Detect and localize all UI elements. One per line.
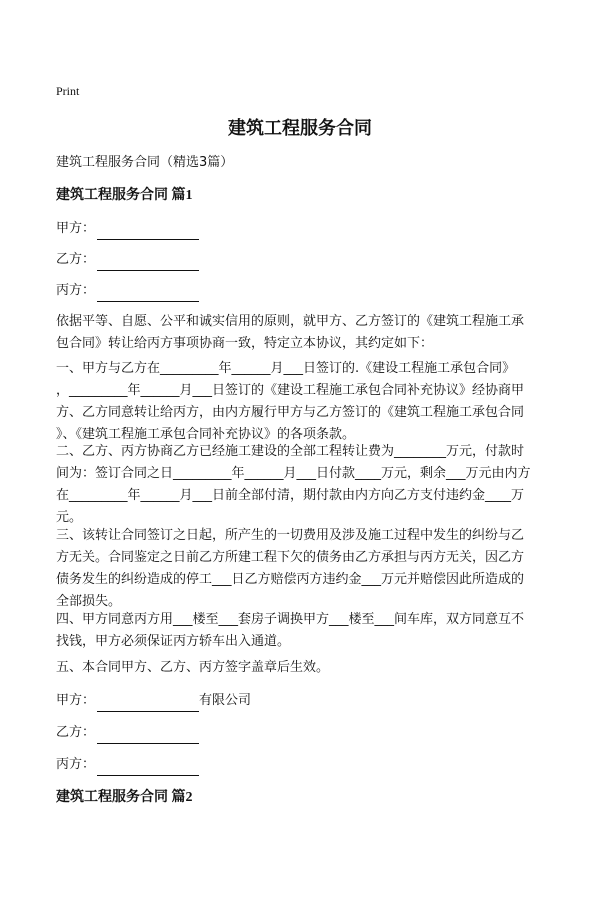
sign-party-c xyxy=(56,754,199,776)
paragraph-line: 三、该转让合同签订之日起，所产生的一切费用及涉及施工过程中发生的纠纷与乙 xyxy=(56,528,525,543)
section-heading-2: 建筑工程服务合同 篇2 xyxy=(56,790,193,805)
sign-party-b-label: 乙方： xyxy=(56,725,96,740)
paragraph-line: 包合同》转让给丙方事项协商一致，特定立本协议，其约定如下： xyxy=(56,336,434,351)
clause-1 xyxy=(56,358,556,446)
party-c-blank xyxy=(97,285,199,302)
sign-party-b xyxy=(56,722,199,744)
sign-company-suffix: 有限公司 xyxy=(199,693,252,708)
party-a-blank xyxy=(97,223,199,240)
paragraph-line: 方无关。合同鉴定之日前乙方所建工程下欠的债务由乙方承担与丙方无关，因乙方 xyxy=(56,550,525,565)
clause-3 xyxy=(56,525,556,613)
sign-party-a-label: 甲方： xyxy=(56,693,96,708)
paragraph-line: 全部损失。 xyxy=(56,594,122,609)
paragraph-line: 债务发生的纠纷造成的停工___日乙方赔偿丙方违约金___万元并赔偿因此所造成的 xyxy=(56,572,525,587)
paragraph-line: 依据平等、自愿、公平和诚实信用的原则，就甲方、乙方签订的《建筑工程施工承 xyxy=(56,314,525,329)
sign-party-a-blank xyxy=(97,695,199,712)
intro-paragraph xyxy=(56,311,556,355)
paragraph-line: 找钱，甲方必须保证丙方轿车出入通道。 xyxy=(56,634,291,649)
paragraph-line: 》、《建筑工程施工承包合同补充协议》的各项条款。 xyxy=(56,427,356,442)
print-label[interactable]: Print xyxy=(56,84,80,98)
sign-party-c-label: 丙方： xyxy=(56,757,96,772)
party-b-field xyxy=(56,249,199,271)
paragraph-line: 一、甲方与乙方在_________年______月___日签订的.《建设工程施工承包合同》 xyxy=(56,361,516,376)
party-a-field xyxy=(56,218,199,240)
clause-5 xyxy=(56,657,556,679)
party-c-label: 丙方： xyxy=(56,283,96,298)
party-a-label: 甲方： xyxy=(56,221,96,236)
sign-party-c-blank xyxy=(97,759,199,776)
sign-party-a xyxy=(56,690,251,712)
party-b-blank xyxy=(97,254,199,271)
paragraph-line: 方、乙方同意转让给丙方，由内方履行甲方与乙方签订的《建筑工程施工承包合同 xyxy=(56,405,525,420)
party-b-label: 乙方： xyxy=(56,252,96,267)
paragraph-line: 在_________年______月___日前全部付清，期付款由内方向乙方支付违约金____万 xyxy=(56,488,525,503)
paragraph-line: 二、乙方、丙方协商乙方已经施工建设的全部工程转让费为________万元，付款时 xyxy=(56,444,525,459)
document-title: 建筑工程服务合同 xyxy=(228,118,372,139)
paragraph-line: ，_________年______月___日签订的《建设工程施工承包合同补充协议》经协商甲 xyxy=(56,383,525,398)
sign-party-b-blank xyxy=(97,727,199,744)
paragraph-line: 元。 xyxy=(56,510,83,525)
section-heading-1: 建筑工程服务合同 篇1 xyxy=(56,188,193,203)
paragraph-line: 四、甲方同意丙方用___楼至___套房子调换甲方___楼至___间车库，双方同意互不 xyxy=(56,612,525,627)
clause-4 xyxy=(56,609,556,653)
party-c-field xyxy=(56,280,199,302)
clause-2 xyxy=(56,441,556,529)
paragraph-line: 五、本合同甲方、乙方、丙方签字盖章后生效。 xyxy=(56,660,330,675)
document-subtitle: 建筑工程服务合同（精选3篇） xyxy=(56,155,234,170)
paragraph-line: 间为：签订合同之日_________年______月___日付款____万元，剩余___万元由内方 xyxy=(56,466,531,481)
